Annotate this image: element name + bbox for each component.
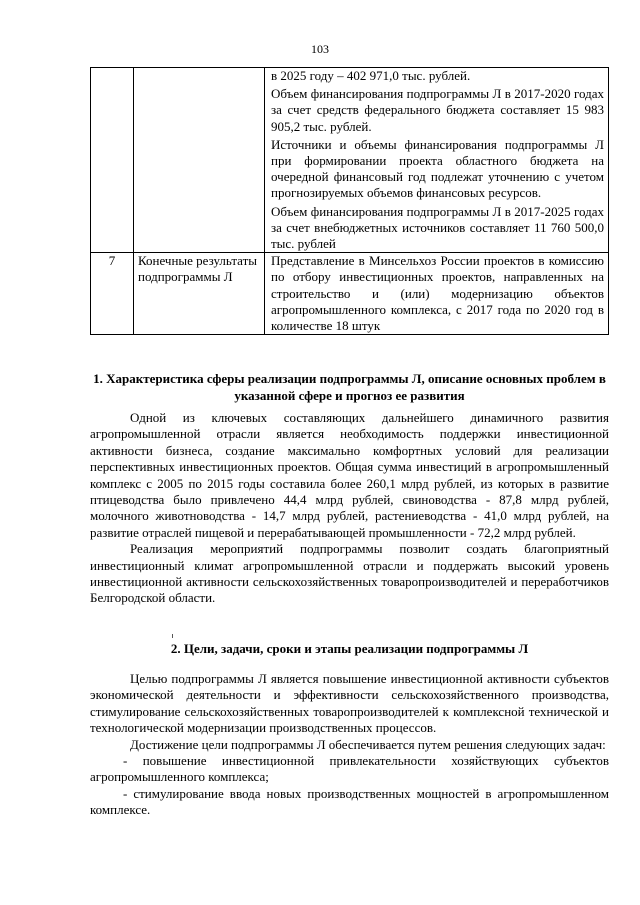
federal-budget-text: Объем финансирования подпрограммы Л в 2017-2020 годах за счет средств федерального бюджета составляет 15 983 905,2 тыс. рублей. <box>271 86 604 134</box>
paragraph: Реализация мероприятий подпрограммы позволит создать благоприятный инвестиционный климат агропромышленной отрасли и поддержать высокий уровень инвестиционной активности сельскохозяйственных товаропроизводителей и переработчиков Белгородской области. <box>90 541 609 606</box>
scan-mark <box>172 634 173 638</box>
paragraph: Целью подпрограммы Л является повышение инвестиционной активности субъектов экономической деятельности и эффективности сельскохозяйственного производства, стимулирование сельскохозяйственных товаропроизводителей к комплексной технической и технологической модернизации производственных процессов. <box>90 671 609 736</box>
section-2-heading: 2. Цели, задачи, сроки и этапы реализации подпрограммы Л <box>170 641 529 656</box>
list-item: - повышение инвестиционной привлекательности хозяйствующих субъектов агропромышленного комплекса; <box>90 753 609 785</box>
section-1-body <box>90 410 609 607</box>
financing-2025-text: в 2025 году – 402 971,0 тыс. рублей. <box>271 68 471 83</box>
financing-cell <box>265 68 609 253</box>
row-description <box>265 253 609 335</box>
extrabudgetary-text: Объем финансирования подпрограммы Л в 2017-2025 годах за счет внебюджетных источников составляет 11 760 500,0 тыс. рублей <box>271 203 604 252</box>
table-cell-empty <box>91 68 134 253</box>
final-results-text: Представление в Минсельхоз России проектов в комиссию по отбору инвестиционных проектов, направленных на строительство и (или) модернизацию объектов агропромышленного комплекса, с 2017 года по 2020 год в количестве 18 штук <box>271 253 604 334</box>
page-number: 103 <box>311 42 329 56</box>
row-name: Конечные результаты подпрограммы Л <box>134 253 265 335</box>
paragraph: Одной из ключевых составляющих дальнейшего динамичного развития агропромышленной отрасли является необходимость поддержки инвестиционной активности бизнеса, создание максимально комфортных условий для реализации перспективных инвестиционных проектов. Общая сумма инвестиций в агропромышленный комплекс с 2005 по 2015 годы составила более 260,1 млрд рублей, из которых в развитие птицеводства было привлечено 44,4 млрд рублей, свиноводства - 87,8 млрд рублей, молочного животноводства - 14,7 млрд рублей, растениеводства - 41,0 млрд рублей, на развитие отраслей пищевой и перерабатывающей промышленности - 72,2 млрд рублей. <box>90 410 609 540</box>
table-row <box>91 253 609 335</box>
section-2-body <box>90 671 609 819</box>
passport-table <box>90 67 609 335</box>
table-cell-empty <box>134 68 265 253</box>
table-row <box>91 68 609 253</box>
row-number: 7 <box>91 253 134 335</box>
list-item: - стимулирование ввода новых производственных мощностей в агропромышленном комплексе. <box>90 785 609 818</box>
section-1-heading: 1. Характеристика сферы реализации подпрограммы Л, описание основных проблем в указанной сфере и прогноз ее развития <box>93 371 606 403</box>
paragraph: Достижение цели подпрограммы Л обеспечивается путем решения следующих задач: <box>130 736 606 752</box>
sources-clarification-text: Источники и объемы финансирования подпрограммы Л при формировании проекта областного бюджета на очередной финансовый год подлежат уточнению с учетом прогнозируемых объемов финансовых ресурсов. <box>271 136 604 201</box>
